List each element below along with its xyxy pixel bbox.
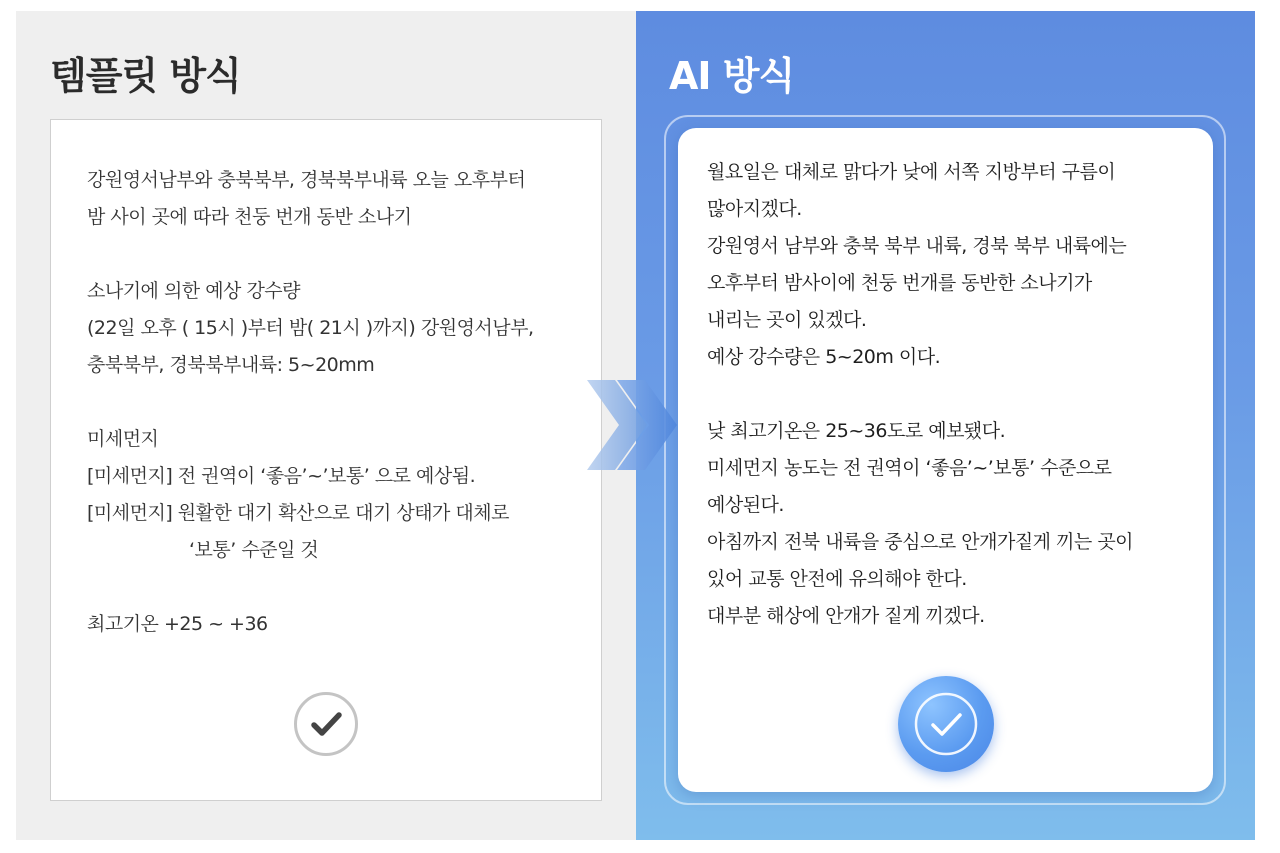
ai-text xyxy=(707,154,1197,635)
template-line: 밤 사이 곳에 따라 천둥 번개 동반 소나기 xyxy=(87,206,412,228)
ai-panel-title: AI 방식 xyxy=(669,54,795,98)
template-line xyxy=(87,384,587,421)
template-line: 최고기온 +25 ~ +36 xyxy=(87,613,268,635)
template-panel xyxy=(16,11,636,840)
ai-line: 있어 교통 안전에 유의해야 한다. xyxy=(707,568,967,590)
ai-line: 아침까지 전북 내륙을 중심으로 안개가짙게 끼는 곳이 xyxy=(707,531,1134,553)
template-line: [미세먼지] 원활한 대기 확산으로 대기 상태가 대체로 xyxy=(87,502,509,524)
template-text xyxy=(87,162,587,643)
template-line: (22일 오후 ( 15시 )부터 밤( 21시 )까지) 강원영서남부, xyxy=(87,317,534,339)
template-line xyxy=(87,236,587,273)
template-line: 강원영서남부와 충북북부, 경북북부내륙 오늘 오후부터 xyxy=(87,169,526,191)
ai-line: 대부분 해상에 안개가 짙게 끼겠다. xyxy=(707,605,985,627)
template-line: ‘보통’ 수준일 것 xyxy=(189,539,319,561)
ai-line: 강원영서 남부와 충북 북부 내륙, 경북 북부 내륙에는 xyxy=(707,235,1127,257)
template-line: 충북북부, 경북북부내륙: 5~20mm xyxy=(87,354,375,376)
ai-line: 오후부터 밤사이에 천둥 번개를 동반한 소나기가 xyxy=(707,272,1092,294)
double-chevron-right-icon xyxy=(585,378,695,473)
ai-line: 미세먼지 농도는 전 권역이 ‘좋음’~’보통’ 수준으로 xyxy=(707,457,1112,479)
template-line: [미세먼지] 전 권역이 ‘좋음’~’보통’ 으로 예상됨. xyxy=(87,465,476,487)
ai-line: 많아지겠다. xyxy=(707,198,802,220)
ai-line: 예상된다. xyxy=(707,494,784,516)
template-line: 미세먼지 xyxy=(87,428,159,450)
ai-line: 예상 강수량은 5~20m 이다. xyxy=(707,346,941,368)
ai-panel xyxy=(636,11,1255,840)
template-text-card xyxy=(50,119,602,801)
ai-text-card xyxy=(678,128,1213,792)
ai-line: 낮 최고기온은 25~36도로 예보됐다. xyxy=(707,420,1006,442)
ai-line: 내리는 곳이 있겠다. xyxy=(707,309,867,331)
gray-check-icon xyxy=(294,692,358,756)
blue-check-icon xyxy=(898,676,994,772)
ai-line xyxy=(707,376,1197,413)
ai-line: 월요일은 대체로 맑다가 낮에 서쪽 지방부터 구름이 xyxy=(707,161,1116,183)
template-line: 소나기에 의한 예상 강수량 xyxy=(87,280,301,302)
template-line xyxy=(87,569,587,606)
template-panel-title: 템플릿 방식 xyxy=(50,54,241,98)
